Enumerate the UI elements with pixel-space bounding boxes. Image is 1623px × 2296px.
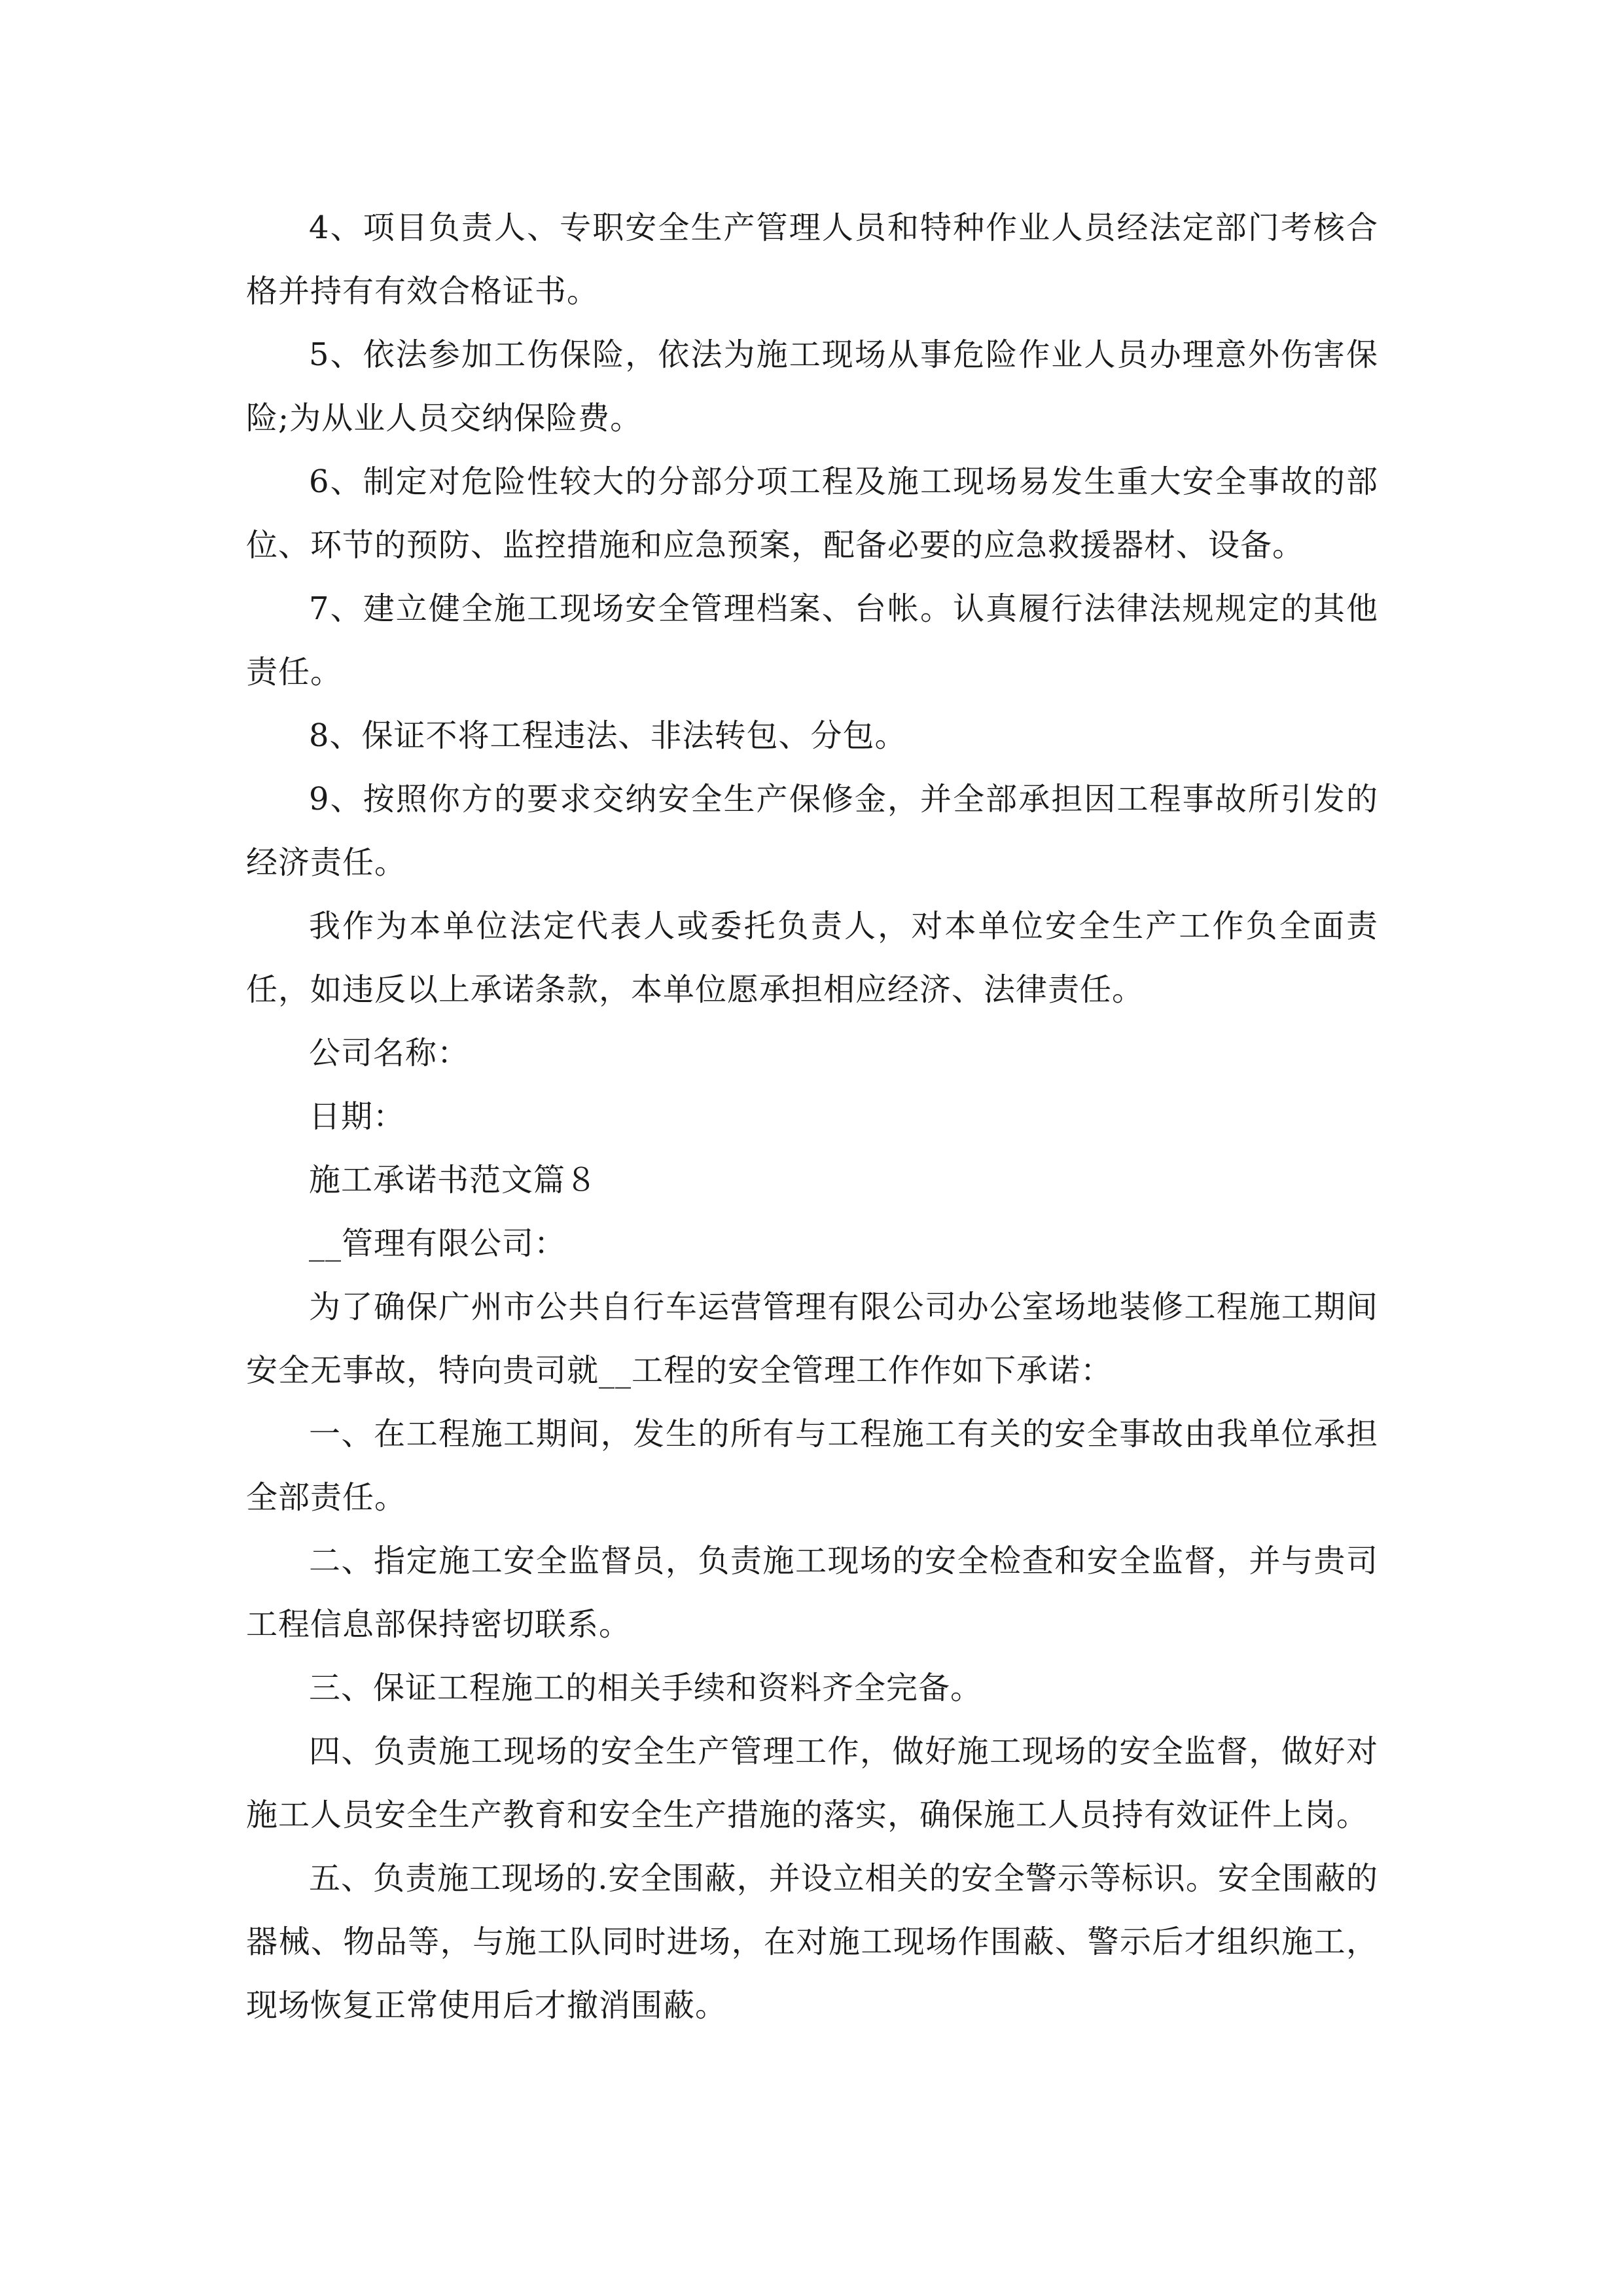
date-line: 日期：: [309, 1098, 406, 1135]
paragraph-item-5: 5、依法参加工伤保险，依法为施工现场从事危险作业人员办理意外伤害保险;为从业人员交纳保险费。: [246, 336, 1378, 437]
paragraph-item-7: 7、建立健全施工现场安全管理档案、台帐。认真履行法律法规规定的其他责任。: [246, 590, 1378, 691]
paragraph-item-4: 4、项目负责人、专职安全生产管理人员和特种作业人员经法定部门考核合格并持有有效合格证书。: [246, 209, 1378, 310]
paragraph-clause-4: 四、负责施工现场的安全生产管理工作，做好施工现场的安全监督，做好对施工人员安全生产教育和安全生产措施的落实，确保施工人员持有效证件上岗。: [246, 1733, 1378, 1833]
paragraph-item-6: 6、制定对危险性较大的分部分项工程及施工现场易发生重大安全事故的部位、环节的预防、监控措施和应急预案，配备必要的应急救援器材、设备。: [246, 463, 1378, 564]
addressee-line: __管理有限公司：: [309, 1225, 567, 1262]
paragraph-statement: 我作为本单位法定代表人或委托负责人，对本单位安全生产工作负全面责任，如违反以上承诺条款，本单位愿承担相应经济、法律责任。: [246, 908, 1378, 1008]
section-title: 施工承诺书范文篇８: [309, 1162, 598, 1198]
paragraph-item-8: 8、保证不将工程违法、非法转包、分包。: [309, 717, 907, 754]
paragraph-clause-3: 三、保证工程施工的相关手续和资料齐全完备。: [309, 1670, 983, 1706]
paragraph-clause-1: 一、在工程施工期间，发生的所有与工程施工有关的安全事故由我单位承担全部责任。: [246, 1416, 1378, 1516]
company-name-line: 公司名称：: [309, 1035, 470, 1071]
document-body: [246, 196, 1378, 2037]
paragraph-item-9: 9、按照你方的要求交纳安全生产保修金，并全部承担因工程事故所引发的经济责任。: [246, 781, 1378, 881]
paragraph-intro: 为了确保广州市公共自行车运营管理有限公司办公室场地装修工程施工期间安全无事故，特向贵司就__工程的安全管理工作作如下承诺：: [246, 1289, 1378, 1389]
paragraph-clause-2: 二、指定施工安全监督员，负责施工现场的安全检查和安全监督，并与贵司工程信息部保持密切联系。: [246, 1543, 1378, 1643]
paragraph-clause-5: 五、负责施工现场的.安全围蔽，并设立相关的安全警示等标识。安全围蔽的器械、物品等，与施工队同时进场，在对施工现场作围蔽、警示后才组织施工，现场恢复正常使用后才撤消围蔽。: [246, 1860, 1378, 2024]
